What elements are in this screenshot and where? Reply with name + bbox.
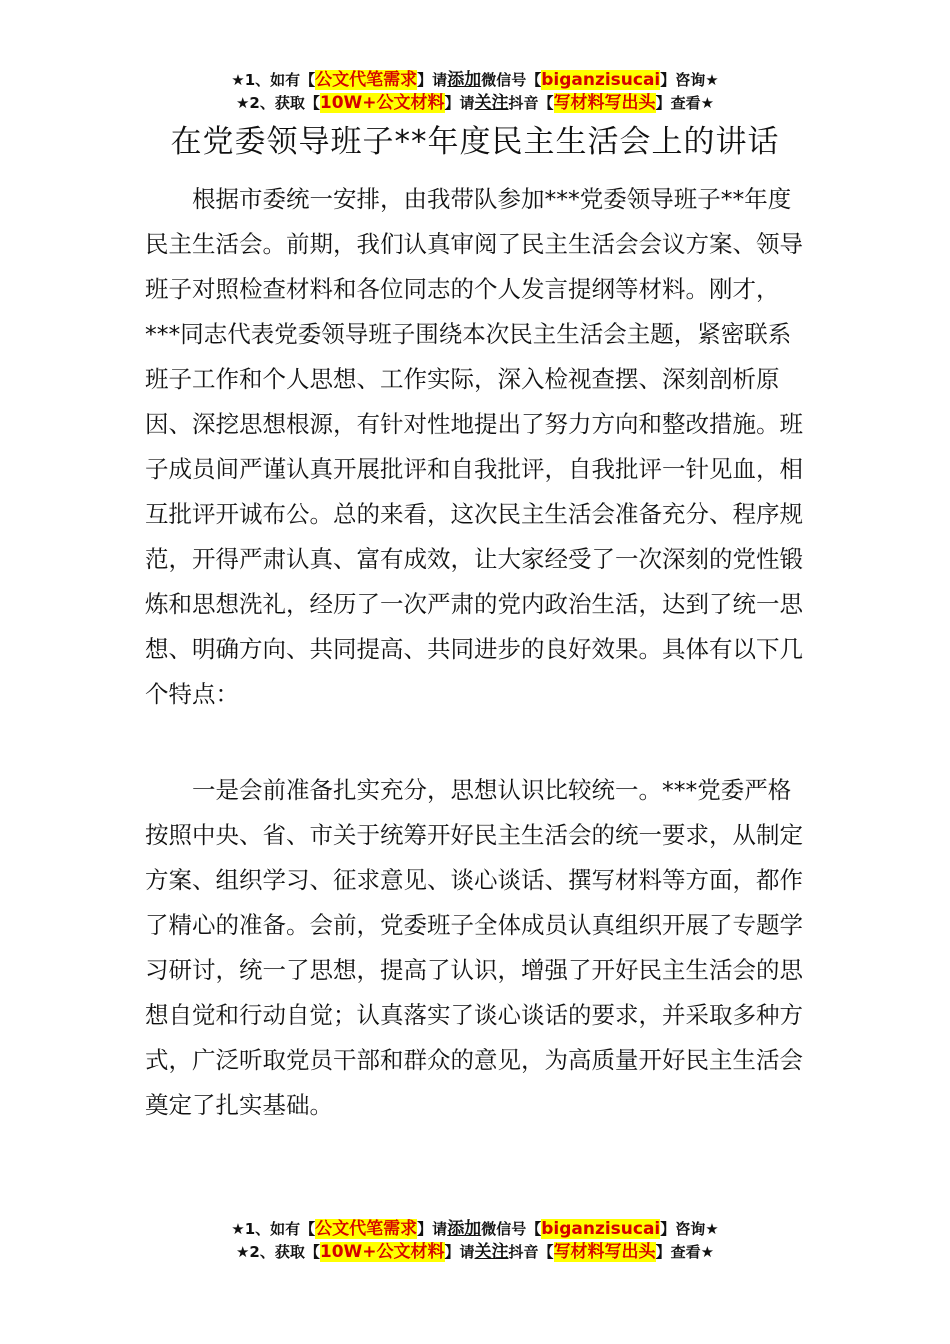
promo-text: 】查看★ (655, 94, 715, 112)
promo-text: ★2、获取【 (235, 94, 320, 112)
promo-text: 微信号【 (481, 1220, 542, 1238)
promo-text: ★2、获取【 (235, 1243, 320, 1261)
body-paragraph-2 (145, 768, 810, 1128)
promo-highlight: 10W+公文材料 (319, 1242, 445, 1262)
promo-text: 】查看★ (655, 1243, 715, 1261)
promo-text: 抖音【 (508, 1243, 554, 1261)
promo-wechat-id: biganzisucai (541, 70, 661, 90)
promo-line-2 (0, 1241, 950, 1264)
promo-text: 抖音【 (508, 94, 554, 112)
promo-text: 】请 (444, 94, 475, 112)
paragraph-text: 根据市委统一安排，由我带队参加***党委领导班子**年度民主生活会。前期，我们认真审阅了民主生活会会议方案、领导班子对照检查材料和各位同志的个人发言提纲等材料。刚才，***同志代表党委领导班子围绕本次民主生活会主题，紧密联系班子工作和个人思想、工作实际，深入检视查摆、深刻剖析原因、深挖思想根源，有针对性地提出了努力方向和整改措施。班子成员间严谨认真开展批评和自我批评，自我批评一针见血，相互批评开诚布公。总的来看，这次民主生活会准备充分、程序规范，开得严肃认真、富有成效，让大家经受了一次深刻的党性锻炼和思想洗礼，经历了一次严肃的党内政治生活，达到了统一思想、明确方向、共同提高、共同进步的良好效果。具体有以下几个特点： (145, 185, 803, 708)
promo-banner-bottom (0, 1218, 950, 1264)
promo-underline: 添加 (447, 1219, 482, 1239)
promo-highlight: 公文代笔需求 (315, 70, 418, 90)
promo-underline: 关注 (474, 1242, 509, 1262)
promo-highlight: 公文代笔需求 (315, 1219, 418, 1239)
promo-text: ★1、如有【 (231, 1220, 316, 1238)
promo-text: 】请 (417, 71, 448, 89)
promo-wechat-id: biganzisucai (541, 1219, 661, 1239)
body-paragraph-1 (145, 177, 810, 717)
promo-douyin-id: 写材料写出头 (553, 93, 656, 113)
promo-line-1 (0, 1218, 950, 1241)
promo-underline: 关注 (474, 93, 509, 113)
promo-douyin-id: 写材料写出头 (553, 1242, 656, 1262)
promo-text: 】咨询★ (660, 1220, 719, 1238)
promo-underline: 添加 (447, 70, 482, 90)
promo-highlight: 10W+公文材料 (319, 93, 445, 113)
paragraph-text: 一是会前准备扎实充分，思想认识比较统一。***党委严格按照中央、省、市关于统筹开好民主生活会的统一要求，从制定方案、组织学习、征求意见、谈心谈话、撰写材料等方面，都作了精心的准备。会前，党委班子全体成员认真组织开展了专题学习研讨，统一了思想，提高了认识，增强了开好民主生活会的思想自觉和行动自觉；认真落实了谈心谈话的要求，并采取多种方式，广泛听取党员干部和群众的意见，为高质量开好民主生活会奠定了扎实基础。 (145, 776, 803, 1119)
promo-text: 】咨询★ (660, 71, 719, 89)
promo-text: 微信号【 (481, 71, 542, 89)
promo-text: 】请 (417, 1220, 448, 1238)
promo-line-2 (0, 92, 950, 115)
promo-text: 】请 (444, 1243, 475, 1261)
promo-line-1 (0, 69, 950, 92)
document-title: 在党委领导班子**年度民主生活会上的讲话 (170, 124, 780, 160)
promo-banner-top (0, 69, 950, 115)
promo-text: ★1、如有【 (231, 71, 316, 89)
